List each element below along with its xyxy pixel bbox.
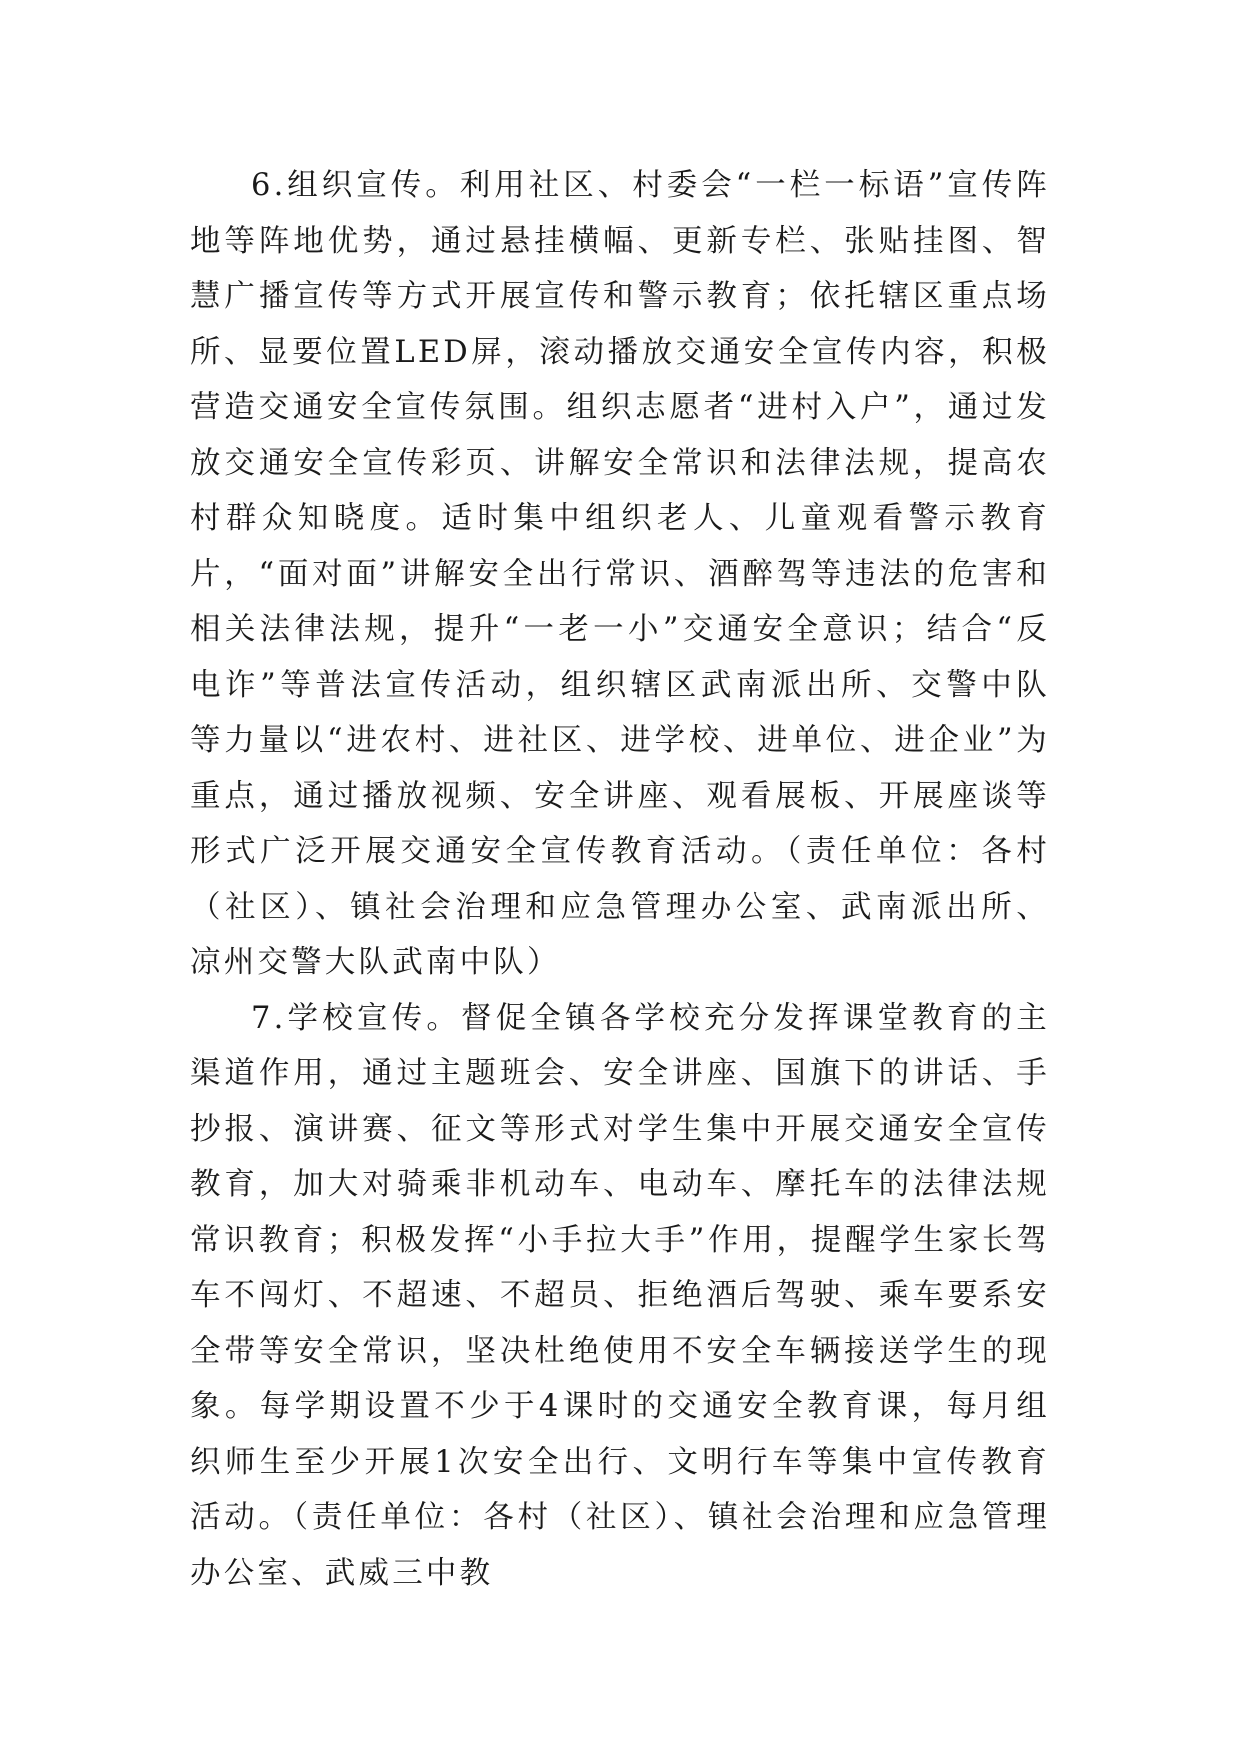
- document-page: [190, 158, 1050, 1601]
- paragraph-organize-publicity: 6.组织宣传。利用社区、村委会“一栏一标语”宣传阵地等阵地优势，通过悬挂横幅、更新专栏、张贴挂图、智慧广播宣传等方式开展宣传和警示教育；依托辖区重点场所、显要位置LED屏，滚动播放交通安全宣传内容，积极营造交通安全宣传氛围。组织志愿者“进村入户”，通过发放交通安全宣传彩页、讲解安全常识和法律法规，提高农村群众知晓度。适时集中组织老人、儿童观看警示教育片，“面对面”讲解安全出行常识、酒醉驾等违法的危害和相关法律法规，提升“一老一小”交通安全意识；结合“反电诈”等普法宣传活动，组织辖区武南派出所、交警中队等力量以“进农村、进社区、进学校、进单位、进企业”为重点，通过播放视频、安全讲座、观看展板、开展座谈等形式广泛开展交通安全宣传教育活动。（责任单位：各村（社区）、镇社会治理和应急管理办公室、武南派出所、凉州交警大队武南中队）: [190, 168, 1050, 980]
- paragraph-school-publicity: 7.学校宣传。督促全镇各学校充分发挥课堂教育的主渠道作用，通过主题班会、安全讲座、国旗下的讲话、手抄报、演讲赛、征文等形式对学生集中开展交通安全宣传教育，加大对骑乘非机动车、电动车、摩托车的法律法规常识教育；积极发挥“小手拉大手”作用，提醒学生家长驾车不闯灯、不超速、不超员、拒绝酒后驾驶、乘车要系安全带等安全常识，坚决杜绝使用不安全车辆接送学生的现象。每学期设置不少于4课时的交通安全教育课，每月组织师生至少开展1次安全出行、文明行车等集中宣传教育活动。（责任单位：各村（社区）、镇社会治理和应急管理办公室、武威三中教: [190, 1000, 1050, 1591]
